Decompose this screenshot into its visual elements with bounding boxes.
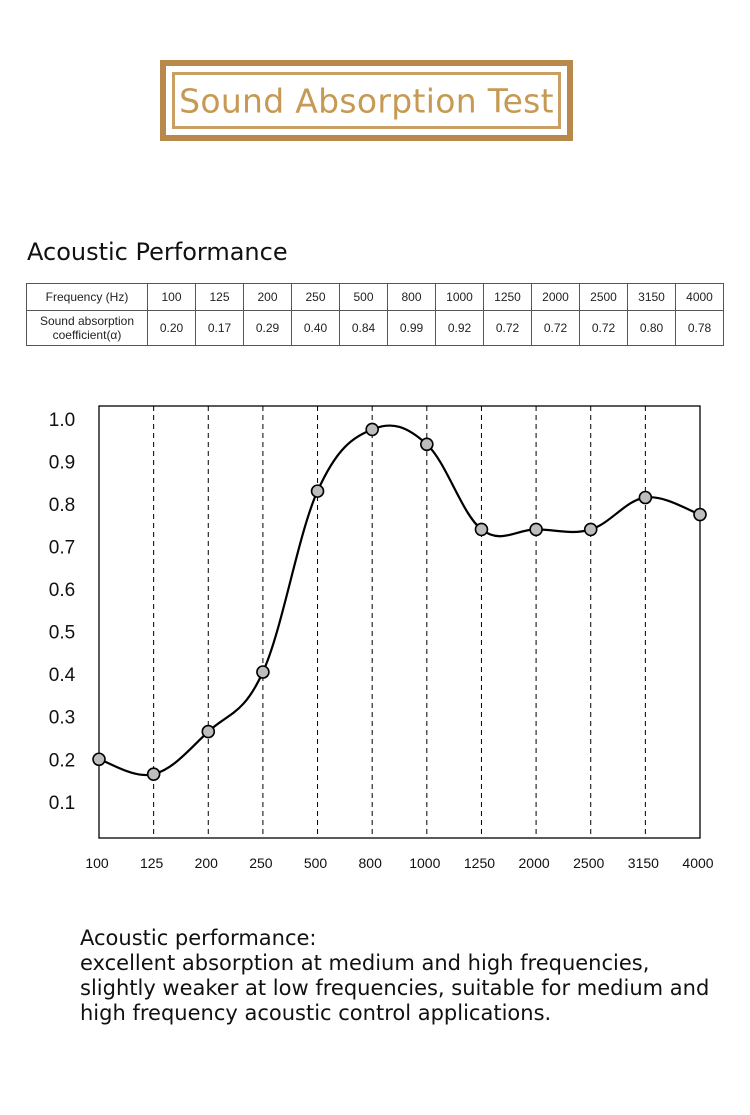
- title-banner: [160, 60, 573, 141]
- data-point: [366, 423, 378, 435]
- y-tick-label: 0.4: [48, 665, 76, 687]
- frequency-cell: 1000: [436, 284, 484, 311]
- frequency-cell: 100: [148, 284, 196, 311]
- coefficient-cell: 0.99: [388, 311, 436, 346]
- data-point: [530, 523, 542, 535]
- data-point: [257, 666, 269, 678]
- coefficient-cell: 0.72: [532, 311, 580, 346]
- frequency-cell: 250: [292, 284, 340, 311]
- x-tick-label: 250: [249, 855, 273, 871]
- frequency-cell: 2000: [532, 284, 580, 311]
- coefficient-cell: 0.84: [340, 311, 388, 346]
- coefficient-cell: 0.92: [436, 311, 484, 346]
- data-point: [694, 509, 706, 521]
- data-point: [202, 726, 214, 738]
- data-point: [639, 492, 651, 504]
- y-tick-label: 0.6: [48, 580, 76, 602]
- table-row-frequency: [27, 284, 724, 311]
- x-tick-label: 3150: [627, 855, 659, 871]
- coefficient-cell: 0.40: [292, 311, 340, 346]
- frequency-cell: 200: [244, 284, 292, 311]
- y-tick-label: 0.8: [48, 494, 76, 516]
- coefficient-cell: 0.80: [628, 311, 676, 346]
- x-tick-label: 1000: [409, 855, 441, 871]
- x-tick-label: 2500: [573, 855, 605, 871]
- x-tick-label: 4000: [682, 855, 714, 871]
- frequency-cell: 800: [388, 284, 436, 311]
- data-point: [421, 438, 433, 450]
- coefficient-header-line1: Sound absorption: [39, 314, 135, 328]
- data-point: [148, 768, 160, 780]
- frequency-cell: 3150: [628, 284, 676, 311]
- frequency-cell: 1250: [484, 284, 532, 311]
- y-tick-label: 0.7: [48, 537, 76, 559]
- description-heading: Acoustic performance:: [80, 926, 317, 950]
- x-tick-label: 100: [85, 855, 109, 871]
- coefficient-cell: 0.29: [244, 311, 292, 346]
- y-tick-label: 0.9: [48, 452, 76, 474]
- coefficient-header-line2: coefficient(α): [52, 328, 122, 342]
- frequency-cell: 125: [196, 284, 244, 311]
- frequency-cell: 2500: [580, 284, 628, 311]
- y-tick-label: 1.0: [48, 409, 76, 431]
- plot-frame: [99, 406, 700, 838]
- x-tick-label: 200: [194, 855, 218, 871]
- y-tick-label: 0.5: [48, 622, 76, 644]
- y-tick-label: 0.3: [48, 707, 76, 729]
- x-tick-label: 125: [139, 855, 164, 871]
- data-point: [312, 485, 324, 497]
- coefficient-cell: 0.72: [484, 311, 532, 346]
- section-title: Acoustic Performance: [27, 238, 288, 266]
- data-point: [585, 523, 597, 535]
- performance-table: [26, 283, 724, 346]
- x-tick-label: 800: [358, 855, 382, 871]
- coefficient-header: [27, 311, 148, 346]
- description-body: excellent absorption at medium and high frequencies, slightly weaker at low frequencies, suitable for medium and high frequency acoustic control applications.: [80, 951, 710, 1025]
- frequency-header: Frequency (Hz): [27, 284, 148, 311]
- table-row-coefficient: [27, 311, 724, 346]
- x-tick-label: 1250: [463, 855, 496, 871]
- absorption-chart: [0, 390, 750, 890]
- data-point: [475, 523, 487, 535]
- coefficient-cell: 0.78: [676, 311, 724, 346]
- x-tick-label: 500: [303, 855, 328, 871]
- series-line: [99, 426, 700, 776]
- banner-title: Sound Absorption Test: [179, 81, 554, 120]
- description: [80, 926, 720, 1026]
- frequency-cell: 4000: [676, 284, 724, 311]
- coefficient-cell: 0.72: [580, 311, 628, 346]
- data-point: [93, 753, 105, 765]
- x-tick-label: 2000: [518, 855, 550, 871]
- frequency-cell: 500: [340, 284, 388, 311]
- coefficient-cell: 0.17: [196, 311, 244, 346]
- y-tick-label: 0.1: [48, 792, 76, 814]
- y-tick-label: 0.2: [48, 750, 76, 772]
- coefficient-cell: 0.20: [148, 311, 196, 346]
